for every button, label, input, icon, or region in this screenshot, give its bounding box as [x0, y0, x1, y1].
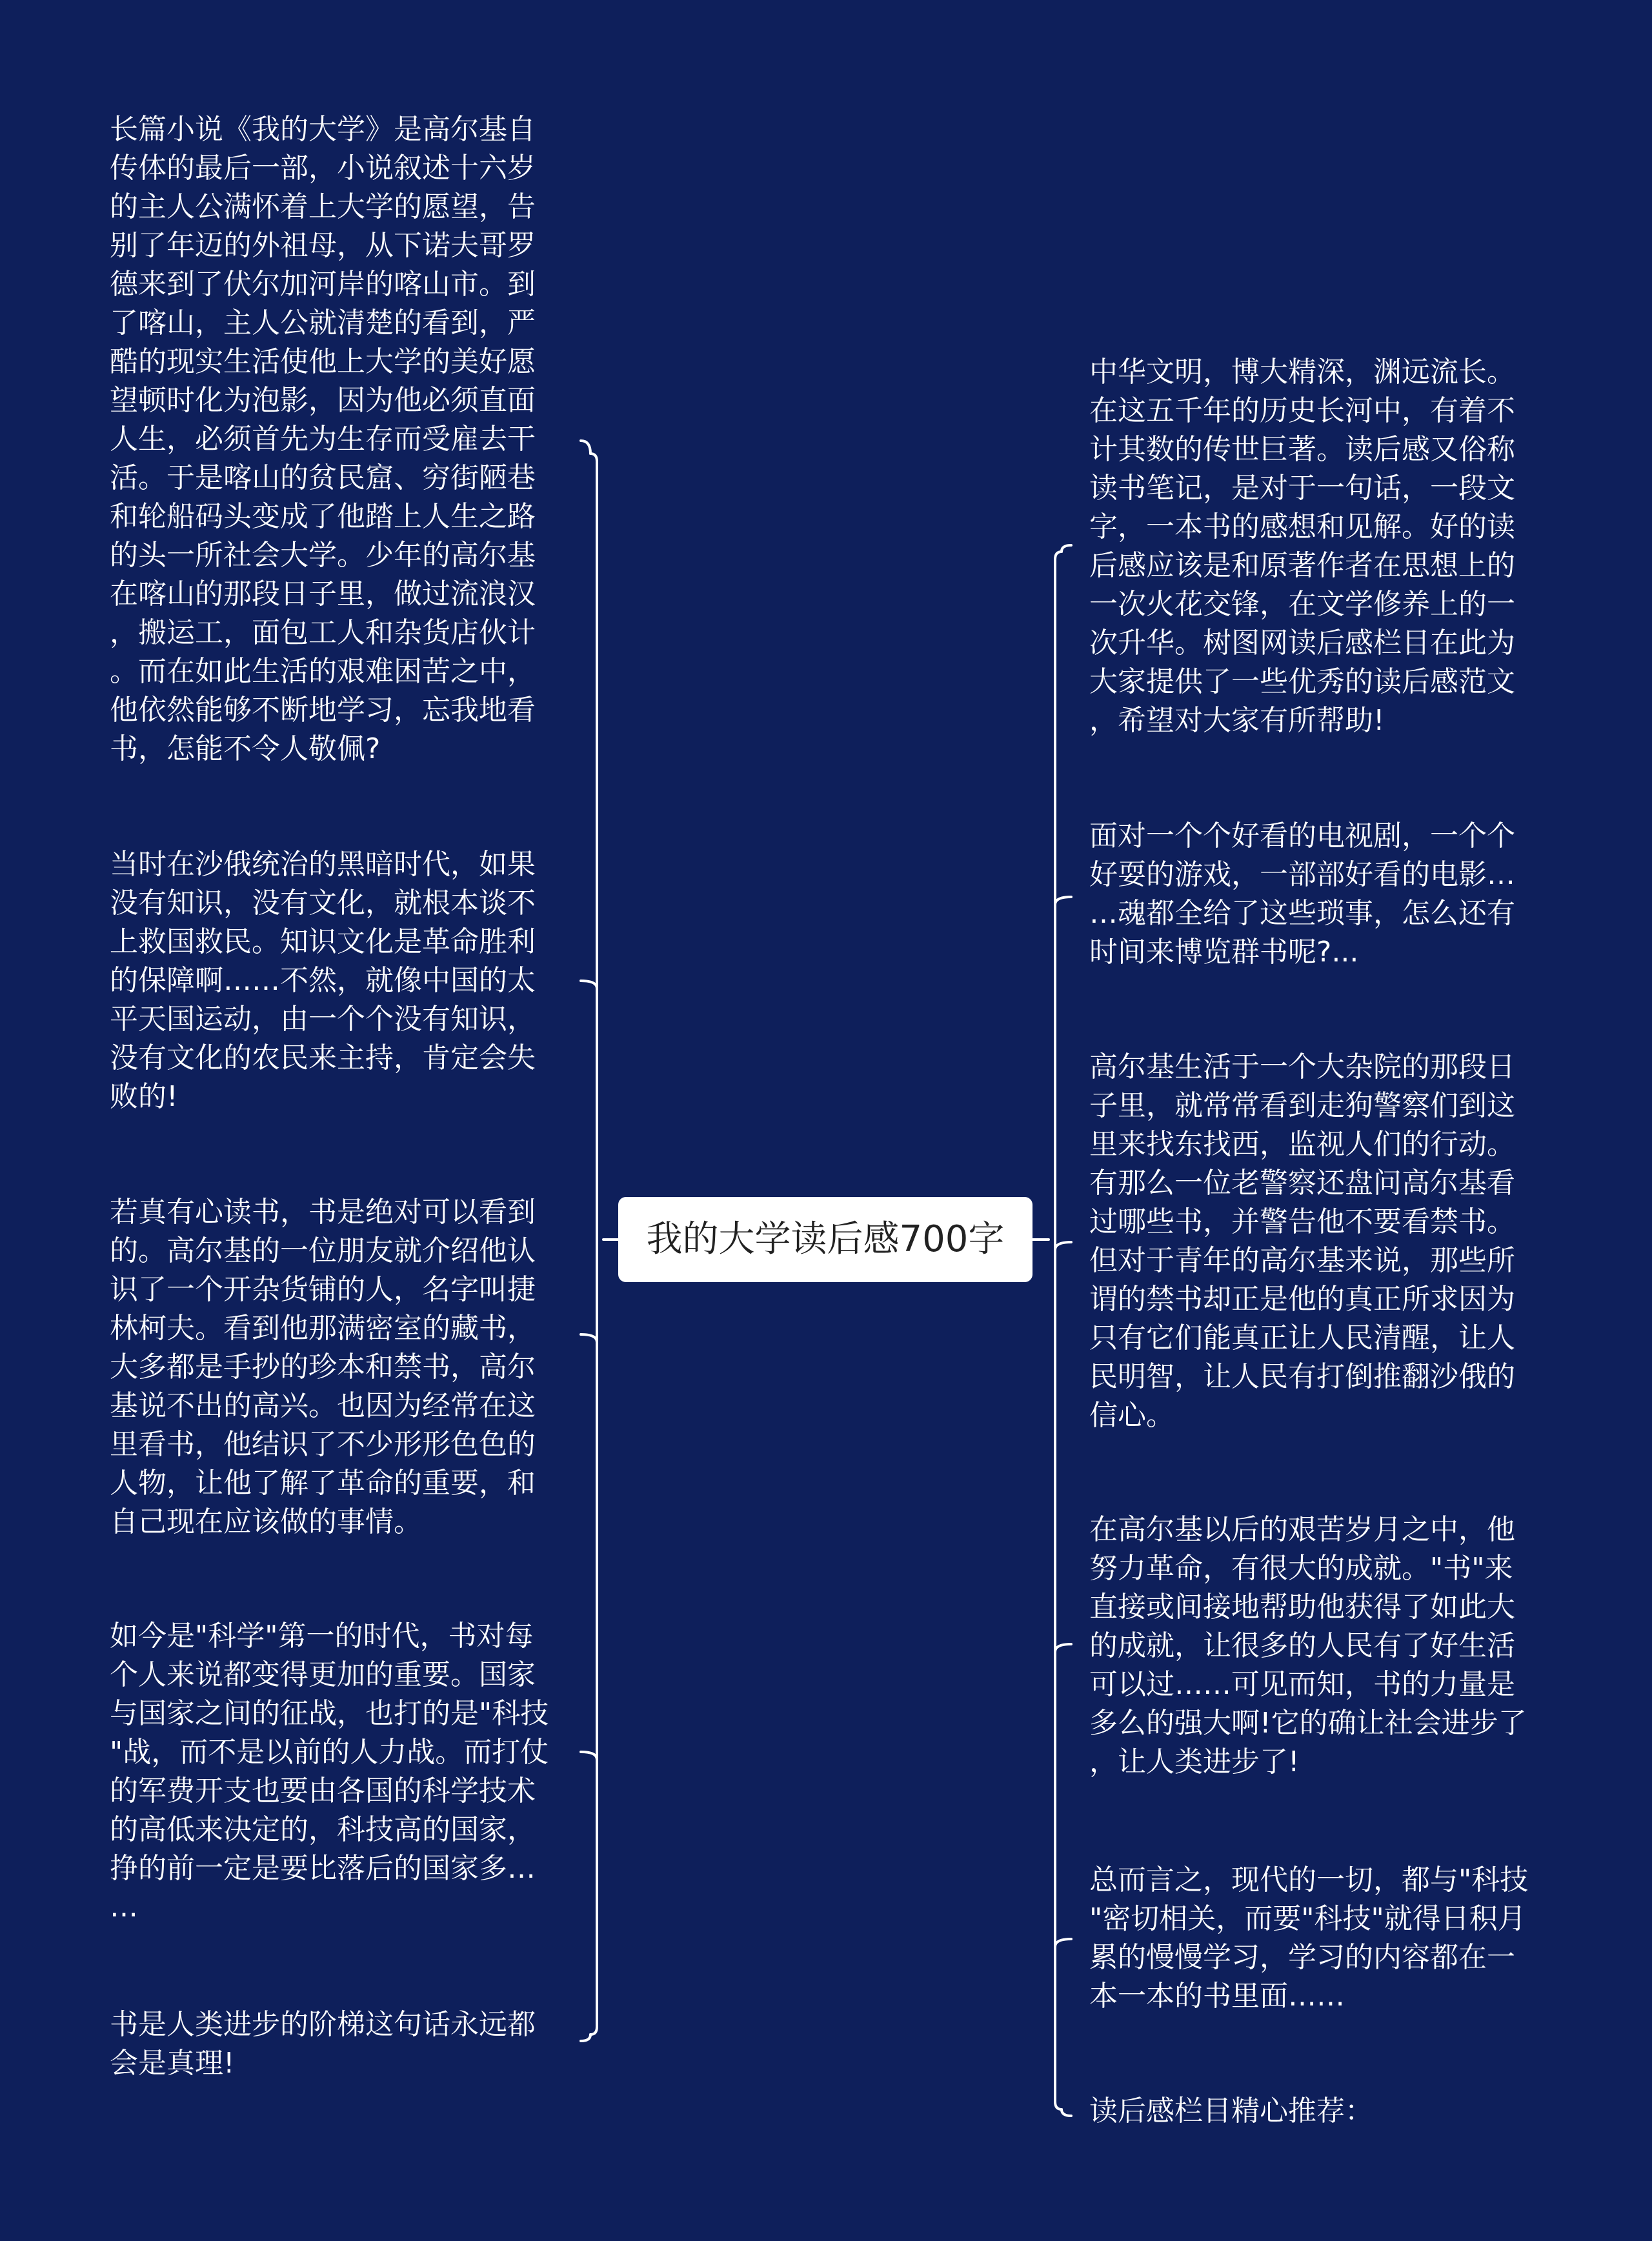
connector-right-spine [1055, 552, 1062, 2109]
connector-left-stub-2 [581, 981, 597, 989]
right-branch-node-5[interactable]: 总而言之，现代的一切，都与"科技 "密切相关，而要"科技"就得日积月 累的慢慢学习，学习的内容都在一 本一本的书里面…… [1089, 1864, 1529, 2013]
central-topic-title: 我的大学读后感700字 [646, 1218, 1005, 1260]
right-branch-node-6[interactable]: 读后感栏目精心推荐： [1089, 2095, 1373, 2127]
connector-right-stub-5 [1055, 1939, 1071, 1947]
left-branch-node-5[interactable]: 书是人类进步的阶梯这句话永远都 会是真理! [110, 2008, 536, 2080]
right-branch-node-1[interactable]: 中华文明，博大精深，渊远流长。 在这五千年的历史长河中，有着不 计其数的传世巨著。读后感又俗称 读书笔记，是对于一句话，一段文 字，一本书的感想和见解。好的读 后感应该是和原著作者在思想上的 一次火花交锋，在文学修养上的一 次升华。树图网读后感栏目在此为 大家提供了一些优秀的读后感范文 ，希望对大家有所帮助! [1089, 356, 1515, 737]
connector-left-stub-5 [581, 2035, 590, 2041]
left-branch-node-1[interactable]: 长篇小说《我的大学》是高尔基自 传体的最后一部，小说叙述十六岁 的主人公满怀着上大学的愿望，告 别了年迈的外祖母，从下诺夫哥罗 德来到了伏尔加河岸的喀山市。到 了喀山，主人公就清楚的看到，严 酷的现实生活使他上大学的美好愿 望顿时化为泡影，因为他必须直面 人生，必须首先为生存而受雇去干 活。于是喀山的贫民窟、穷街陋巷 和轮船码头变成了他踏上人生之路 的头一所社会大学。少年的高尔基 在喀山的那段日子里，做过流浪汉 ，搬运工，面包工人和杂货店伙计 。而在如此生活的艰难困苦之中， 他依然能够不断地学习，忘我地看 书，怎能不令人敬佩? [110, 113, 536, 765]
connector-right-stub-1 [1062, 545, 1071, 552]
left-branch-node-2[interactable]: 当时在沙俄统治的黑暗时代，如果 没有知识，没有文化，就根本谈不 上救国救民。知识文化是革命胜利 的保障啊……不然，就像中国的太 平天国运动，由一个个没有知识， 没有文化的农民来主持，肯定会失 败的! [110, 848, 536, 1113]
connector-left-stub-1 [581, 441, 590, 454]
connector-right-stub-2 [1055, 897, 1071, 905]
central-topic-node[interactable] [618, 1197, 1032, 1282]
right-branch-node-4[interactable]: 在高尔基以后的艰苦岁月之中，他 努力革命，有很大的成就。"书"来 直接或间接地帮助他获得了如此大 的成就，让很多的人民有了好生活 可以过……可见而知，书的力量是 多么的强大啊!它的确让社会进步了 ，让人类进步了! [1089, 1513, 1527, 1778]
connector-right-stub-3 [1055, 1242, 1071, 1250]
connector-left-stub-3 [581, 1334, 597, 1342]
connector-right-stub-6 [1062, 2109, 1071, 2116]
right-branch-node-3[interactable]: 高尔基生活于一个大杂院的那段日 子里，就常常看到走狗警察们到这 里来找东找西，监视人们的行动。 有那么一位老警察还盘问高尔基看 过哪些书，并警告他不要看禁书。 但对于青年的高尔基来说，那些所 谓的禁书却正是他的真正所求因为 只有它们能真正让人民清醒，让人 民明智，让人民有打倒推翻沙俄的 信心。 [1089, 1050, 1515, 1432]
connector-left-stub-4 [581, 1752, 597, 1760]
right-branch-node-2[interactable]: 面对一个个好看的电视剧，一个个 好耍的游戏，一部部好看的电影… …魂都全给了这些琐事，怎么还有 时间来博览群书呢?... [1089, 819, 1515, 969]
connector-right-stub-4 [1055, 1644, 1071, 1652]
left-branch-node-3[interactable]: 若真有心读书，书是绝对可以看到 的。高尔基的一位朋友就介绍他认 识了一个开杂货铺的人，名字叫捷 林柯夫。看到他那满密室的藏书， 大多都是手抄的珍本和禁书，高尔 基说不出的高兴。也因为经常在这 里看书，他结识了不少形形色色的 人物，让他了解了革命的重要，和 自己现在应该做的事情。 [110, 1196, 536, 1538]
left-branch-node-4[interactable]: 如今是"科学"第一的时代，书对每 个人来说都变得更加的重要。国家 与国家之间的征战，也打的是"科技 "战，而不是以前的人力战。而打仗 的军费开支也要由各国的科学技术 的高低来决定的，科技高的国家， 挣的前一定是要比落后的国家多… … [110, 1620, 549, 1924]
connector-left-spine [590, 454, 597, 2035]
